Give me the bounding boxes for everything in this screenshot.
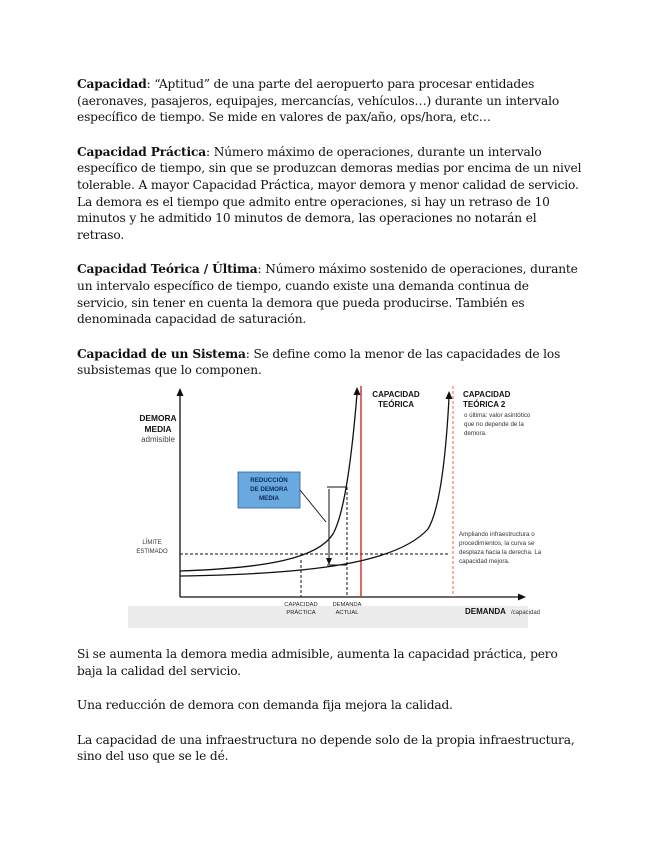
definitions-section	[77, 76, 583, 397]
note-top-line2: que no depende de la	[464, 421, 524, 428]
term-capacidad-teorica: Capacidad Teórica / Última	[77, 262, 258, 277]
note-bottom-line2: procedimientos, la curva se	[459, 540, 535, 547]
term-capacidad: Capacidad	[77, 77, 147, 91]
y-label-media: MEDIA	[144, 424, 172, 434]
note-top-line3: demora.	[464, 430, 487, 437]
demanda-actual-label-line1: DEMANDA	[332, 602, 362, 608]
reduccion-line2: DE DEMORA	[250, 486, 288, 493]
cap-teorica-label-line1: CAPACIDAD	[372, 390, 420, 399]
term-capacidad-practica: Capacidad Práctica	[77, 144, 207, 159]
conclusion-1: Si se aumenta la demora media admisible, aumenta la capacidad práctica, pero baja la calidad del servicio.	[77, 647, 558, 678]
y-label-admisible: admisible	[141, 435, 175, 444]
paragraph-capacidad-sistema	[77, 346, 583, 379]
capacidad-practica-label-line2: PRÁCTICA	[286, 610, 316, 616]
cap-teorica2-label-line2: TEÓRICA 2	[463, 400, 506, 409]
conclusions-section	[77, 646, 583, 783]
paragraph-capacidad	[77, 76, 583, 126]
cap-teorica-label-line2: TEÓRICA	[378, 400, 414, 409]
paragraph-capacidad-practica	[77, 144, 583, 244]
definition-capacidad-practica: : Número máximo de operaciones, durante un intervalo específico de tiempo, sin que se produzcan demoras medias por encima de un nivel tolerable. A mayor Capacidad Práctica, mayor demora y menor calidad de servicio. La demora es el tiempo que admito entre operaciones, si hay un retraso de 10 minutos y he admitido 10 minutos de demora, las operaciones no notarán el retraso.	[77, 144, 582, 242]
note-top-line1: o última: valor asintótico	[464, 412, 531, 419]
reduccion-line3: MEDIA	[259, 495, 279, 502]
x-label-suffix: /capacidad	[511, 610, 541, 616]
capacity-delay-diagram	[128, 384, 542, 628]
definition-capacidad-sistema: : Se define como la menor de las capacidades de los subsistemas que lo componen.	[77, 346, 561, 378]
x-label-demanda: DEMANDA	[465, 607, 506, 616]
paragraph-capacidad-teorica	[77, 261, 583, 327]
limite-label-line2: ESTIMADO	[136, 549, 168, 555]
capacidad-practica-label-line1: CAPACIDAD	[284, 602, 318, 608]
note-bottom-line1: Ampliando infraestructura o	[459, 531, 535, 538]
cap-teorica2-label-line1: CAPACIDAD	[463, 390, 511, 399]
definition-capacidad-teorica: : Número máximo sostenido de operaciones, durante un intervalo específico de tiempo, cuando existe una demanda continua de servicio, sin tener en cuenta la demora que pueda producirse. También es denominada capacidad de saturación.	[77, 262, 578, 327]
note-bottom-line3: desplaza hacia la derecha. La	[459, 549, 542, 556]
conclusion-2: Una reducción de demora con demanda fija mejora la calidad.	[77, 698, 453, 713]
diagram-svg	[128, 384, 542, 628]
term-capacidad-sistema: Capacidad de un Sistema	[77, 346, 246, 361]
limite-label-line1: LÍMITE	[142, 540, 162, 546]
conclusion-3: La capacidad de una infraestructura no depende solo de la propia infraestructura, sino del uso que se le dé.	[77, 732, 575, 764]
demanda-actual-label-line2: ACTUAL	[335, 610, 359, 616]
definition-capacidad: : “Aptitud” de una parte del aeropuerto para procesar entidades (aeronaves, pasajeros, equipajes, mercancías, vehículos…) durante un intervalo específico de tiempo. Se mide en valores de pax/año, ops/hora, etc…	[77, 77, 560, 125]
reduccion-line1: REDUCCIÓN	[250, 477, 288, 484]
note-bottom-line4: capacidad mejora.	[459, 558, 510, 565]
y-label-demora: DEMORA	[139, 413, 177, 423]
